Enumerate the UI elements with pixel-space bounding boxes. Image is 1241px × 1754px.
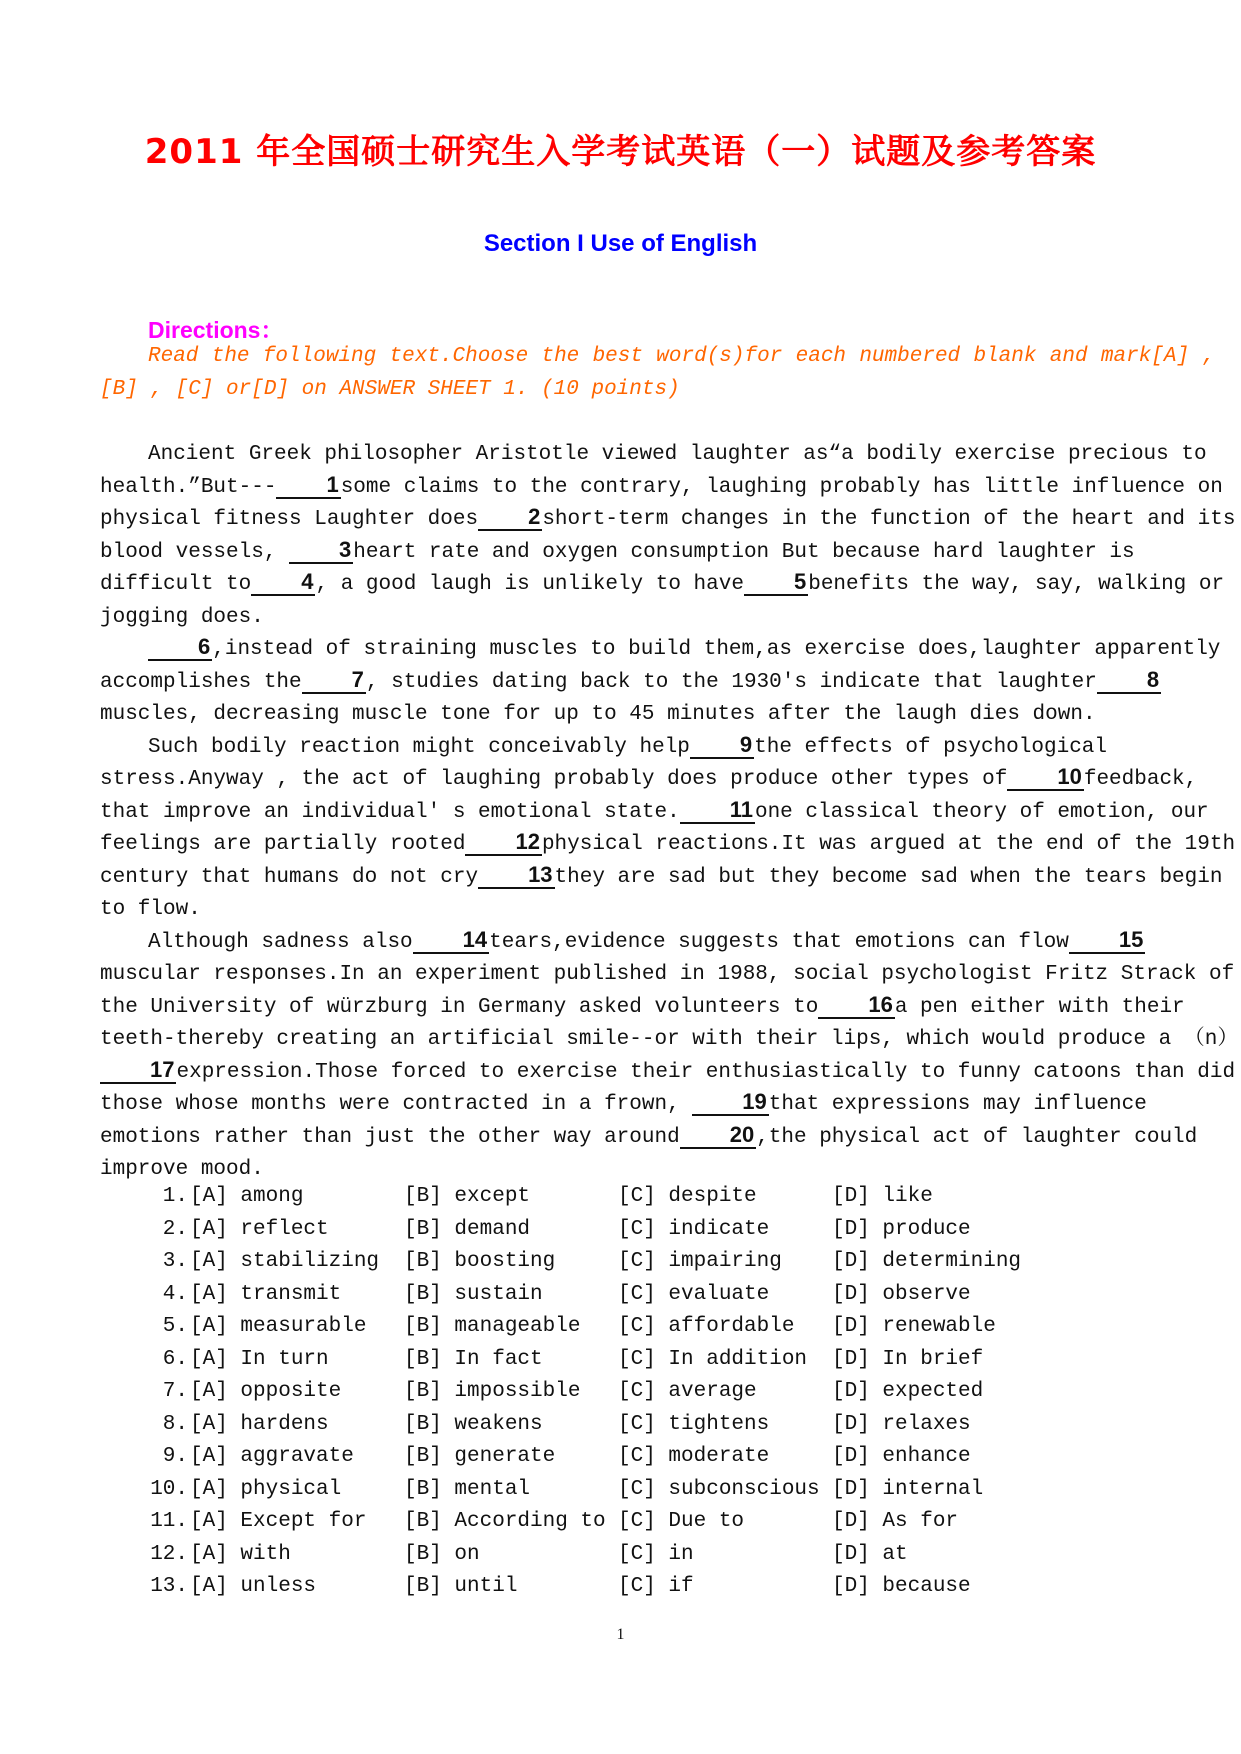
passage-text: the effects of psychological stress.Anyway , the act of laughing probably does produce other types of (100, 735, 1107, 791)
option-c: [C] In addition (618, 1347, 808, 1371)
passage-text: , a good laugh is unlikely to have (315, 573, 744, 596)
passage-text: muscular responses.In an experiment published in 1988, social psychologist Fritz Strack of the University of würzburg in Germany asked volunteers to (100, 963, 1235, 1019)
blank-4: 4 (251, 570, 315, 596)
option-d: [D] at (832, 1542, 908, 1566)
passage-text: they are sad but they become sad when the tears begin to flow. (100, 865, 1223, 921)
option-b: [B] weakens (404, 1412, 543, 1436)
option-b: [B] except (404, 1185, 531, 1208)
passage-paragraph (100, 634, 1240, 732)
blank-9: 9 (690, 733, 754, 759)
question-number: 10. (150, 1477, 188, 1501)
passage-text: tears,evidence suggests that emotions can flow (489, 930, 1069, 954)
option-b: [B] boosting (404, 1250, 556, 1273)
option-row (148, 1409, 1208, 1442)
option-row (148, 1181, 1208, 1214)
option-b: [B] In fact (404, 1347, 543, 1371)
option-b: [B] demand (404, 1217, 531, 1241)
option-a: [A] with (190, 1542, 291, 1566)
option-d: [D] because (832, 1575, 971, 1598)
question-number: 13. (150, 1575, 188, 1598)
option-row (148, 1376, 1208, 1409)
passage-text: ,the physical act of laughter could improve mood. (100, 1125, 1198, 1181)
blank-3: 3 (289, 538, 353, 564)
passage-paragraph (100, 439, 1240, 634)
option-b: [B] mental (404, 1477, 531, 1501)
blank-17: 17 (100, 1058, 176, 1084)
option-c: [C] tightens (618, 1412, 770, 1436)
option-b: [B] on (404, 1542, 480, 1566)
option-d: [D] determining (832, 1250, 1022, 1273)
option-c: [C] evaluate (618, 1282, 770, 1306)
option-a: [A] reflect (190, 1217, 329, 1241)
option-c: [C] despite (618, 1185, 757, 1208)
option-a: [A] measurable (190, 1315, 367, 1338)
option-row (148, 1311, 1208, 1344)
option-d: [D] internal (832, 1477, 984, 1501)
option-c: [C] if (618, 1575, 694, 1598)
blank-2: 2 (478, 505, 542, 531)
question-number: 12. (150, 1542, 188, 1566)
question-number: 7. (162, 1380, 188, 1403)
option-c: [C] Due to (618, 1510, 745, 1533)
option-row (148, 1571, 1208, 1604)
option-a: [A] Except for (190, 1510, 367, 1533)
option-c: [C] average (618, 1380, 757, 1403)
passage-text: that expressions may influence emotions rather than just the other way around (100, 1093, 1147, 1149)
option-b: [B] manageable (404, 1315, 581, 1338)
passage-text: expression.Those forced to exercise their enthusiastically to funny catoons than did those whose months were contracted in a frown, (100, 1060, 1236, 1116)
option-b: [B] generate (404, 1445, 556, 1468)
option-d: [D] relaxes (832, 1412, 971, 1436)
option-row (148, 1344, 1208, 1377)
option-d: [D] renewable (832, 1315, 996, 1338)
option-a: [A] physical (190, 1477, 342, 1501)
page-number: 1 (616, 1626, 625, 1643)
passage-text: , studies dating back to the 1930's indicate that laughter (365, 670, 1097, 694)
option-b: [B] According to (404, 1510, 606, 1533)
option-row (148, 1539, 1208, 1572)
passage-text: muscles, decreasing muscle tone for up to 45 minutes after the laugh dies down. (100, 703, 1096, 726)
passage-text: feedback, that improve an individual' s emotional state. (100, 768, 1198, 824)
question-number: 11. (150, 1510, 188, 1533)
passage-text: one classical theory of emotion, our feelings are partially rooted (100, 800, 1209, 856)
passage-text: Although sadness also (148, 930, 413, 954)
option-c: [C] in (618, 1542, 694, 1566)
option-b: [B] impossible (404, 1380, 581, 1403)
passage (100, 439, 1240, 1187)
passage-text: physical reactions.It was argued at the end of the 19th century that humans do not cry (100, 833, 1236, 889)
option-row (148, 1279, 1208, 1312)
option-c: [C] indicate (618, 1217, 770, 1241)
question-number: 9. (162, 1445, 188, 1468)
passage-paragraph (100, 927, 1240, 1187)
blank-20: 20 (680, 1123, 756, 1149)
option-a: [A] unless (190, 1575, 317, 1598)
answer-options (148, 1181, 1208, 1604)
option-c: [C] moderate (618, 1445, 770, 1468)
option-d: [D] produce (832, 1217, 971, 1241)
blank-1: 1 (276, 473, 340, 499)
blank-6: 6 (148, 635, 212, 661)
passage-text: short-term changes in the function of the heart and its blood vessels, (100, 508, 1236, 564)
passage-text: Such bodily reaction might conceivably help (148, 735, 690, 759)
question-number: 1. (162, 1185, 188, 1208)
option-row (148, 1246, 1208, 1279)
directions-label: Directions： (148, 317, 284, 343)
question-number: 5. (162, 1315, 188, 1338)
blank-5: 5 (744, 570, 808, 596)
option-a: [A] stabilizing (190, 1250, 380, 1273)
option-d: [D] enhance (832, 1445, 971, 1468)
option-c: [C] affordable (618, 1315, 795, 1338)
directions-text: Read the following text.Choose the best word(s)for each numbered blank and mark[A] , [B] , [C] or[D] on ANSWER SHEET 1. (10 points) (100, 345, 1215, 401)
option-row (148, 1474, 1208, 1507)
section-title: Section I Use of English (483, 230, 758, 257)
question-number: 6. (162, 1347, 188, 1371)
blank-15: 15 (1069, 928, 1145, 954)
option-a: [A] opposite (190, 1380, 342, 1403)
question-number: 3. (162, 1250, 188, 1273)
passage-text: heart rate and oxygen consumption But because hard laughter is difficult to (100, 540, 1135, 596)
option-d: [D] expected (832, 1380, 984, 1403)
passage-text: Ancient Greek philosopher Aristotle viewed laughter as“a bodily exercise precious to health.”But--- (100, 443, 1207, 499)
passage-text: benefits the way, say, walking or jogging does. (100, 573, 1225, 629)
option-a: [A] transmit (190, 1282, 342, 1306)
option-c: [C] impairing (618, 1250, 782, 1273)
question-number: 4. (162, 1282, 188, 1306)
passage-text: a pen either with their teeth-thereby creating an artificial smile--or with their lips, which would produce a （n） (100, 995, 1239, 1051)
option-d: [D] As for (832, 1510, 959, 1533)
option-d: [D] observe (832, 1282, 971, 1306)
option-row (148, 1441, 1208, 1474)
passage-paragraph (100, 732, 1240, 927)
blank-19: 19 (692, 1090, 768, 1116)
option-row (148, 1214, 1208, 1247)
blank-12: 12 (465, 830, 541, 856)
option-a: [A] In turn (190, 1347, 329, 1371)
blank-13: 13 (478, 863, 554, 889)
option-b: [B] sustain (404, 1282, 543, 1306)
option-d: [D] like (832, 1185, 933, 1208)
blank-7: 7 (302, 668, 366, 694)
option-a: [A] among (190, 1185, 304, 1208)
blank-8: 8 (1097, 668, 1161, 694)
blank-10: 10 (1007, 765, 1083, 791)
question-number: 8. (162, 1412, 188, 1436)
option-b: [B] until (404, 1575, 518, 1598)
option-a: [A] aggravate (190, 1445, 354, 1468)
question-number: 2. (162, 1217, 188, 1241)
option-row (148, 1506, 1208, 1539)
option-d: [D] In brief (832, 1347, 984, 1371)
option-a: [A] hardens (190, 1412, 329, 1436)
blank-16: 16 (818, 993, 894, 1019)
document-title: 2011 年全国硕士研究生入学考试英语（一）试题及参考答案 (144, 132, 1097, 172)
passage-text: some claims to the contrary, laughing probably has little influence on physical fitness Laughter does (100, 475, 1223, 531)
passage-text: ,instead of straining muscles to build them,as exercise does,laughter apparently accomplishes the (100, 638, 1221, 694)
blank-11: 11 (680, 798, 755, 824)
option-c: [C] subconscious (618, 1477, 820, 1501)
blank-14: 14 (413, 928, 489, 954)
